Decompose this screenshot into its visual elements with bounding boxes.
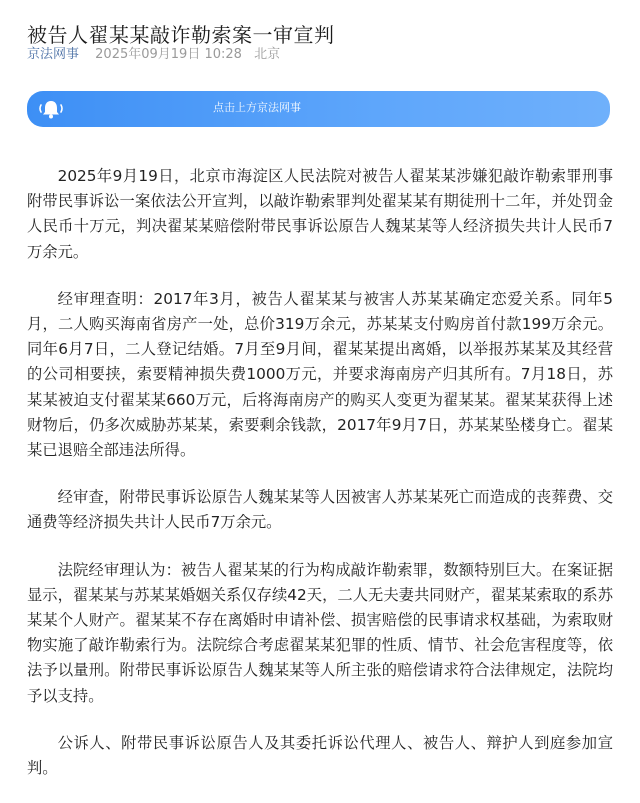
follow-banner[interactable] [27,91,610,127]
paragraph-losses: 经审查，附带民事诉讼原告人魏某某等人因被害人苏某某死亡而造成的丧葬费、交通费等经济损失共计人民币7万余元。 [27,488,613,532]
article-body [27,164,613,803]
paragraph-attendance: 公诉人、附带民事诉讼原告人及其委托诉讼代理人、被告人、辩护人到庭参加宣判。 [27,733,613,778]
paragraph-reasoning: 法院经审理认为：被告人翟某某的行为构成敲诈勒索罪，数额特别巨大。在案证据显示，翟某某与苏某某婚姻关系仅存续42天，二人无夫妻共同财产，翟某某索取的系苏某某个人财产。翟某某不存在离婚时申请补偿、损害赔偿的民事请求权基础，为索取财物实施了敲诈勒索行为。法院综合考虑翟某某犯罪的性质、情节、社会危害程度等，依法予以量刑。附带民事诉讼原告人魏某某等人所主张的赔偿请求符合法律规定，法院均予以支持。 [27,560,613,705]
publish-date: 2025年09月19日 10:28 [95,47,242,62]
source-link[interactable]: 京法网事 [27,47,80,62]
banner-text: 点击上方京法网事 [213,101,301,114]
article-title: 被告人翟某某敲诈勒索案一审宣判 [27,23,335,48]
paragraph-verdict: 2025年9月19日，北京市海淀区人民法院对被告人翟某某涉嫌犯敲诈勒索罪刑事附带民事诉讼一案依法公开宣判，以敲诈勒索罪判处翟某某有期徒刑十二年，并处罚金人民币十万元，判决翟某某赔偿附带民事诉讼原告人魏某某等人经济损失共计人民币7万余元。 [27,167,613,261]
publish-location: 北京 [254,47,281,62]
article-meta [27,46,280,64]
bell-icon [37,96,65,122]
paragraph-facts: 经审理查明：2017年3月，被告人翟某某与被害人苏某某确定恋爱关系。同年5月，二人购买海南省房产一处，总价319万余元，苏某某支付购房首付款199万余元。同年6月7日，二人登记结婚。7月至9月间，翟某某提出离婚，以举报苏某某及其经营的公司相要挟，索要精神损失费1000万元，并要求海南房产归其所有。7月18日，苏某某被迫支付翟某某660万元，后将海南房产的购买人变更为翟某某。翟某某获得上述财物后，仍多次威胁苏某某，索要剩余钱款，2017年9月7日，苏某某坠楼身亡。翟某某已退赔全部违法所得。 [27,289,613,460]
